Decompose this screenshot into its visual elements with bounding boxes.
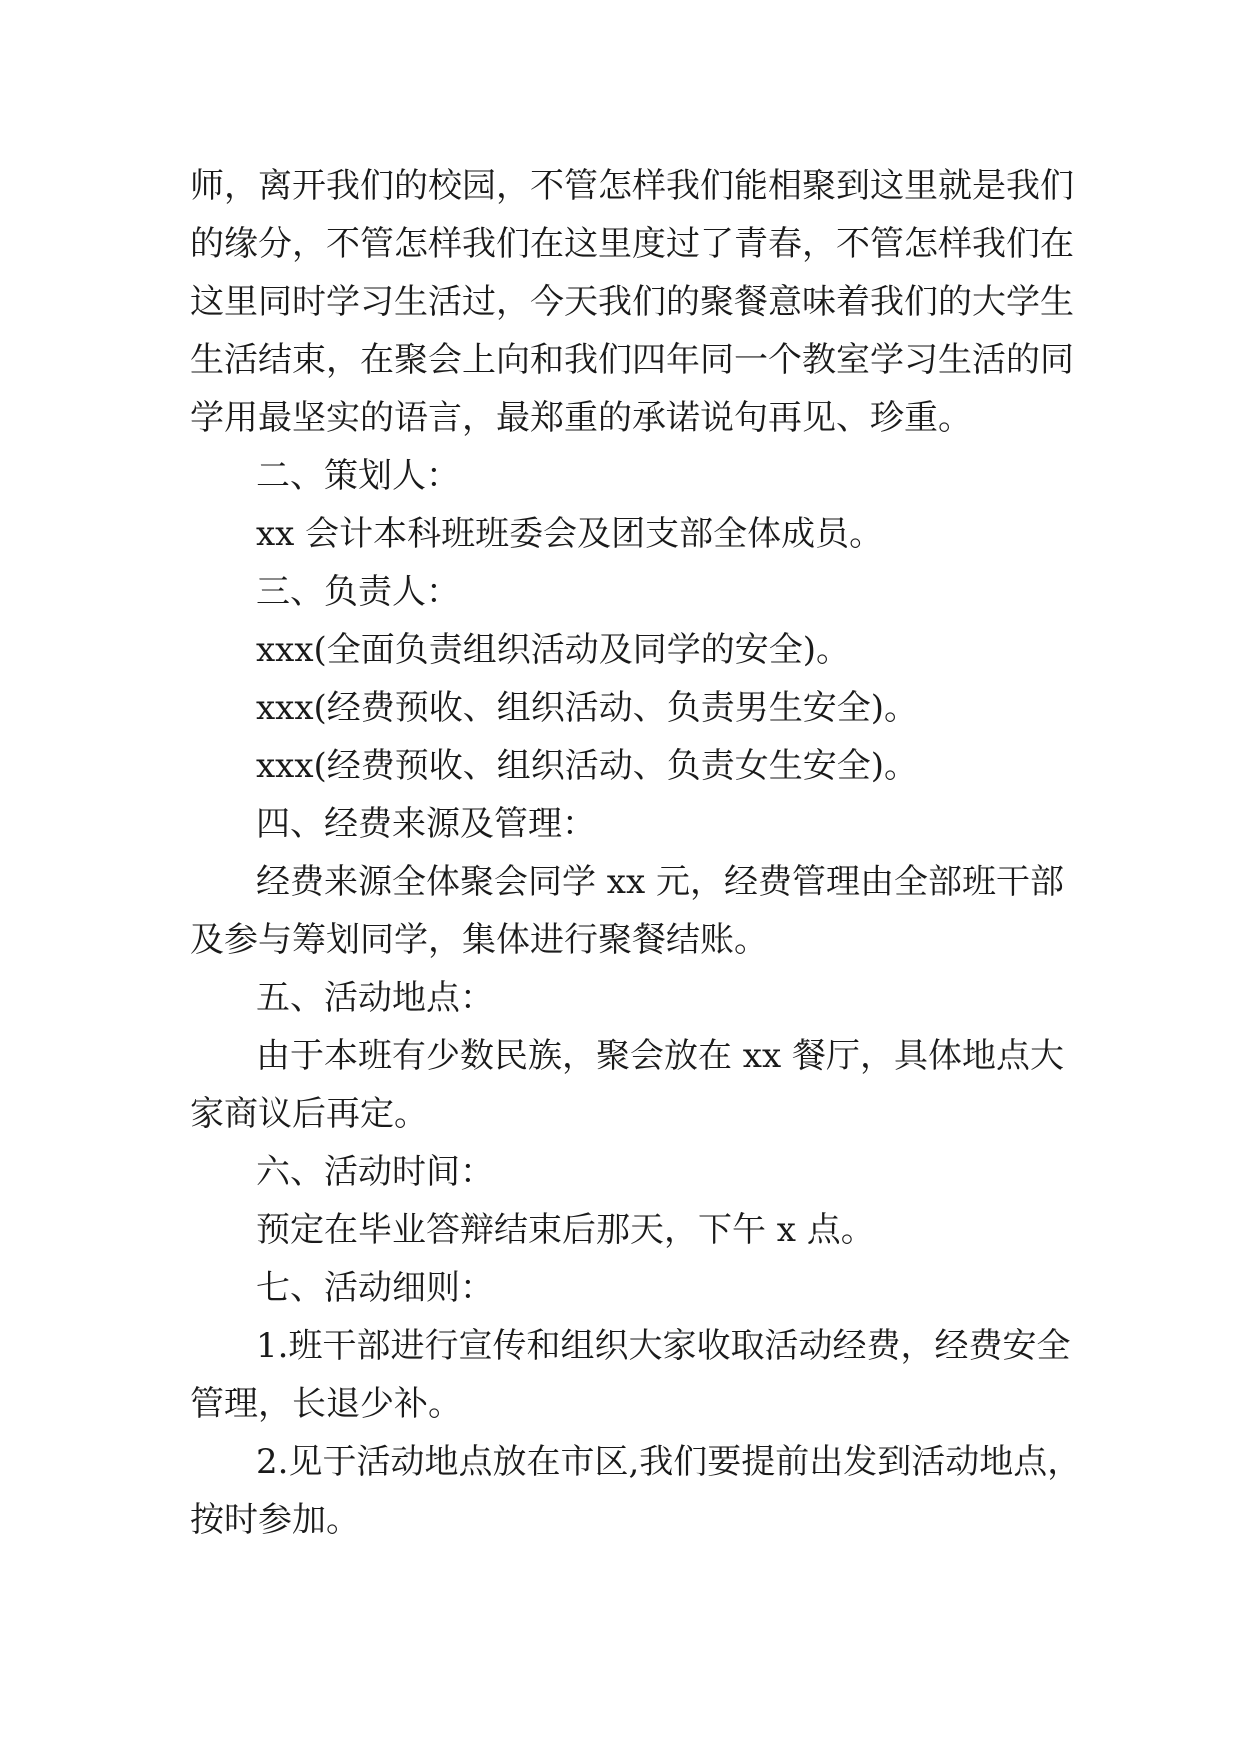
paragraph-line: 这里同时学习生活过，今天我们的聚餐意味着我们的大学生 — [190, 282, 1074, 322]
paragraph-line: 经费来源全体聚会同学 xx 元，经费管理由全部班干部 — [256, 862, 1064, 902]
paragraph-line: 及参与筹划同学，集体进行聚餐结账。 — [190, 920, 768, 960]
paragraph-line: 按时参加。 — [190, 1500, 360, 1540]
paragraph-line: 由于本班有少数民族，聚会放在 xx 餐厅，具体地点大 — [256, 1036, 1064, 1076]
section-heading: 五、活动地点： — [256, 978, 494, 1018]
paragraph-line: 管理，长退少补。 — [190, 1384, 462, 1424]
paragraph-line: 1.班干部进行宣传和组织大家收取活动经费，经费安全 — [256, 1326, 1071, 1366]
paragraph-line: 2.见于活动地点放在市区,我们要提前出发到活动地点， — [256, 1442, 1082, 1482]
paragraph-line: xxx(经费预收、组织活动、负责女生安全)。 — [256, 746, 919, 786]
paragraph-line: xx 会计本科班班委会及团支部全体成员。 — [256, 514, 884, 554]
section-heading: 二、策划人： — [256, 456, 460, 496]
paragraph-line: 预定在毕业答辩结束后那天，下午 x 点。 — [256, 1210, 875, 1250]
paragraph-line: xxx(全面负责组织活动及同学的安全)。 — [256, 630, 851, 670]
section-heading: 三、负责人： — [256, 572, 460, 612]
section-heading: 六、活动时间： — [256, 1152, 494, 1192]
paragraph-line: 学用最坚实的语言，最郑重的承诺说句再见、珍重。 — [190, 398, 972, 438]
paragraph-line: 师，离开我们的校园，不管怎样我们能相聚到这里就是我们 — [190, 166, 1074, 206]
section-heading: 四、经费来源及管理： — [256, 804, 596, 844]
paragraph-line: 生活结束，在聚会上向和我们四年同一个教室学习生活的同 — [190, 340, 1074, 380]
section-heading: 七、活动细则： — [256, 1268, 494, 1308]
paragraph-line: 的缘分，不管怎样我们在这里度过了青春，不管怎样我们在 — [190, 224, 1074, 264]
paragraph-line: 家商议后再定。 — [190, 1094, 428, 1134]
paragraph-line: xxx(经费预收、组织活动、负责男生安全)。 — [256, 688, 919, 728]
